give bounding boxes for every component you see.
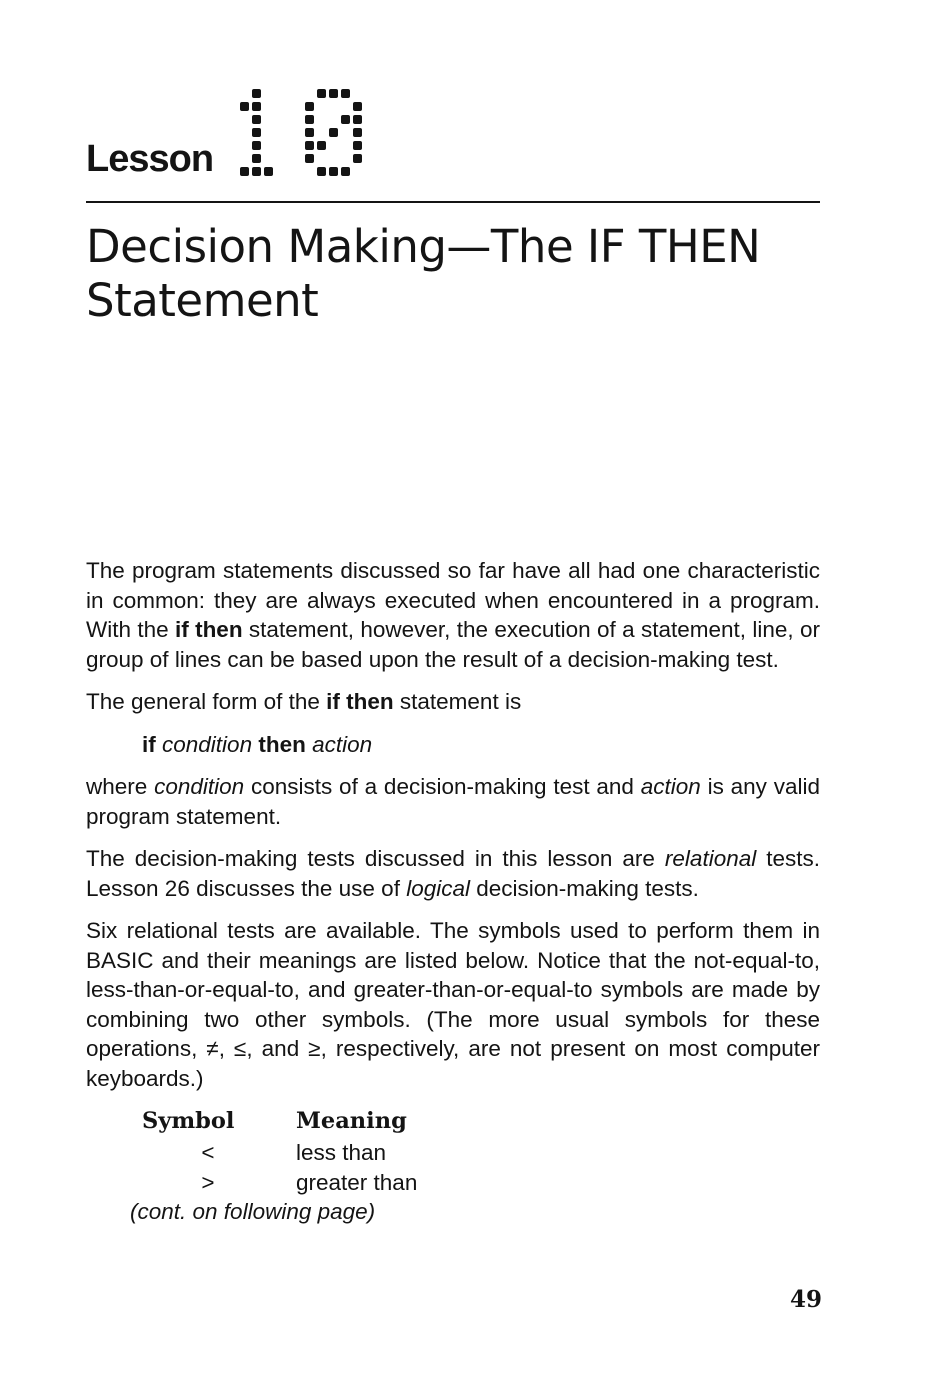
meaning-column-header: Meaning	[296, 1108, 407, 1134]
symbol-cell: >	[201, 1169, 215, 1195]
symbol-column-header: Symbol	[142, 1108, 235, 1134]
symbol-table	[86, 1104, 820, 1227]
digit-one	[240, 89, 273, 176]
continued-note: (cont. on following page)	[130, 1199, 376, 1224]
table-row	[86, 1138, 820, 1168]
paragraph-six-tests: Six relational tests are available. The symbols used to perform them in BASIC and their meanings are listed below. Notice that the not-equal-to, less-than-or-equal-to, and greater-than-or-equal-to symbols are made by combining two other symbols. (The more usual symbols for these operations, ≠, ≤, and ≥, respectively, are not present on most computer keyboards.)	[86, 918, 820, 1091]
symbol-table-header	[86, 1104, 820, 1138]
page-number: 49	[789, 1286, 822, 1313]
header-rule	[86, 201, 820, 203]
digit-zero	[305, 89, 362, 176]
lesson-number-graphic	[229, 82, 369, 187]
table-row	[86, 1168, 820, 1198]
meaning-cell: greater than	[296, 1169, 418, 1195]
symbol-cell: <	[201, 1140, 215, 1165]
paragraph-intro: The program statements discussed so far have all had one characteristic in common: they are always executed when encountered in a program. With the if then statement, however, the execution of a statement, line, or group of lines can be based upon the result of a decision-making test.	[86, 558, 821, 672]
syntax-form: if condition then action	[142, 731, 373, 757]
lesson-header	[86, 82, 820, 192]
paragraph-where: where condition consists of a decision-making test and action is any valid program statement.	[86, 774, 820, 829]
lesson-label: Lesson	[86, 138, 214, 180]
paragraph-relational: The decision-making tests discussed in this lesson are relational tests. Lesson 26 discusses the use of logical decision-making tests.	[86, 846, 820, 901]
meaning-cell: less than	[296, 1140, 387, 1165]
paragraph-general-form: The general form of the if then statement is	[86, 689, 522, 714]
body-text	[86, 556, 820, 1227]
page-title: Decision Making—The IF THEN Statement	[86, 220, 761, 327]
